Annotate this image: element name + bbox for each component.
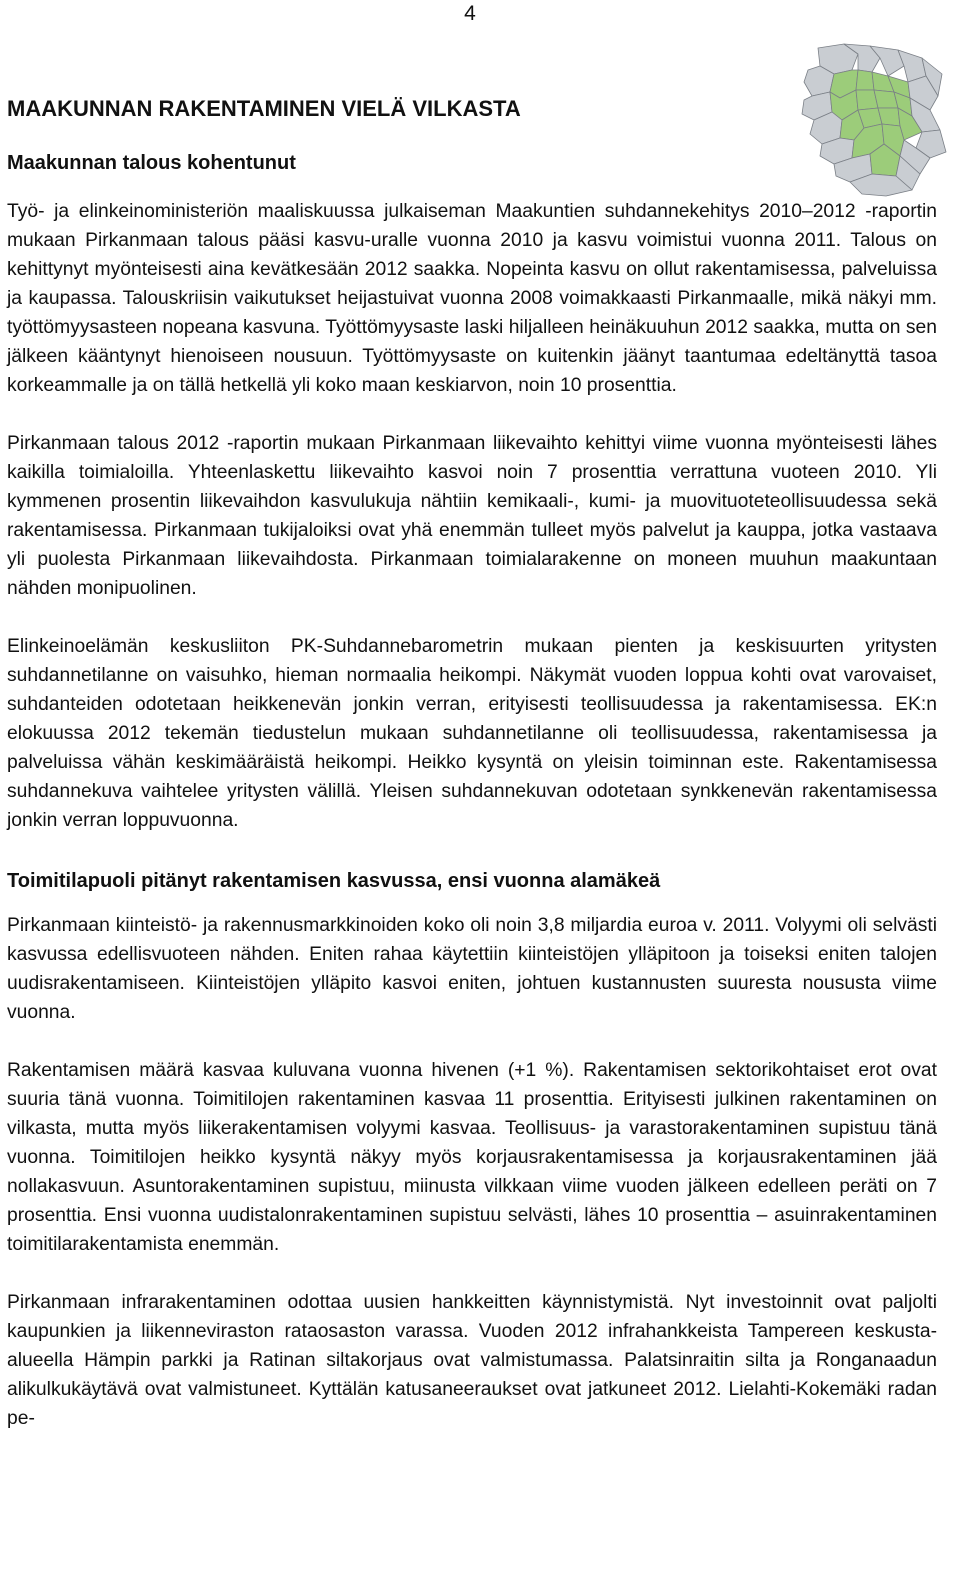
paragraph: Elinkeinoelämän keskusliiton PK-Suhdannebarometrin mukaan pienten ja keskisuurten yritysten suhdannetilanne on vaisuhko, hieman normaalia heikompi. Näkymät vuoden loppua kohti ovat varovaiset, suhdanteiden odotetaan heikkenevän jonkin verran, erityisesti teollisuudessa ja rakentamisessa. EK:n elokuussa 2012 tekemän tiedustelun mukaan suhdannetilanne oli teollisuudessa, rakentamisessa ja palveluissa vähän keskimääräistä heikompi. Heikko kysyntä on yleisin toiminnan este. Rakentamisessa suhdannekuva vaihtelee yritysten välillä. Yleisen suhdannekuvan odotetaan synkkenevän rakentamisessa jonkin verran loppuvuonna. [7,636,937,831]
paragraph: Pirkanmaan kiinteistö- ja rakennusmarkkinoiden koko oli noin 3,8 miljardia euroa v. 2011. Volyymi oli selvästi kasvussa edellisvuoteen nähden. Eniten rahaa käytettiin kiinteistöjen ylläpitoon ja toiseksi eniten talojen uudisrakentamiseen. Kiinteistöjen ylläpito kasvoi eniten, johtuen kustannusten suuresta noususta viime vuonna. [7,915,937,1023]
paragraph: Rakentamisen määrä kasvaa kuluvana vuonna hivenen (+1 %). Rakentamisen sektorikohtaiset erot ovat suuria tänä vuonna. Toimitilojen rakentaminen kasvaa 11 prosenttia. Erityisesti julkinen rakentaminen on vilkasta, mutta myös liikerakentamisen volyymi kasvaa. Teollisuus- ja varastorakentaminen supistuu tänä vuonna. Toimitilojen heikko kysyntä näkyy myös korjausrakentamisessa ja korjausrakentaminen jää nollakasvuun. Asuntorakentaminen supistuu, miinusta vilkkaan viime vuoden jälkeen edelleen peräti on 7 prosenttia. Ensi vuonna uudistalonrakentaminen supistuu selvästi, lähes 10 prosenttia – asuinrakentaminen toimitilarakentamista enemmän. [7,1060,937,1255]
paragraph: Pirkanmaan infrarakentaminen odottaa uusien hankkeitten käynnistymistä. Nyt investoinnit ovat paljolti kaupunkien ja liikenneviraston rataosaston varassa. Vuoden 2012 infrahankkeista Tampereen keskusta-alueella Hämpin parkki ja Ratinan siltakorjaus ovat valmistumassa. Palatsinraitin silta ja Ronganaadun alikulkukäytävä ovat valmistuneet. Kyttälän katusaneeraukset ovat jatkuneet 2012. Lielahti-Kokemäki radan pe- [7,1292,937,1429]
paragraph: Työ- ja elinkeinoministeriön maaliskuussa julkaiseman Maakuntien suhdannekehitys 2010–2012 -raportin mukaan Pirkanmaan talous pääsi kasvu-uralle vuonna 2010 ja kasvu voimistui vuonna 2011. Talous on kehittynyt myönteisesti aina kevätkesään 2012 saakka. Nopeinta kasvu on ollut rakentamisessa, palveluissa ja kaupassa. Talouskriisin vaikutukset heijastuivat vuonna 2008 voimakkaasti Pirkanmaalle, mikä näkyi mm. työttömyysasteen nopeana kasvuna. Työttömyysaste laski hiljalleen heinäkuuhun 2012 saakka, mutta on sen jälkeen kääntynyt hienoiseen nousuun. Työttömyysaste on kuitenkin jäänyt taantumaa edeltänyttä tasoa korkeammalle ja on tällä hetkellä yli koko maan keskiarvon, noin 10 prosenttia. [7,201,937,396]
map-municipality [856,70,874,90]
section-heading-construction: Toimitilapuoli pitänyt rakentamisen kasvussa, ensi vuonna alamäkeä [7,870,661,892]
section-heading-economy: Maakunnan talous kohentunut [7,152,296,174]
page-title: MAAKUNNAN RAKENTAMINEN VIELÄ VILKASTA [7,96,521,121]
article [7,95,937,1433]
page-number: 4 [464,2,476,25]
paragraph: Pirkanmaan talous 2012 -raportin mukaan Pirkanmaan liikevaihto kehittyi viime vuonna myönteisesti lähes kaikilla toimialoilla. Yhteenlaskettu liikevaihto kasvoi noin 7 prosenttia verrattuna vuoteen 2010. Yli kymmenen prosentin liikevaihdon kasvulukuja nähtiin kemikaali-, kumi- ja muovituoteteollisuudessa sekä rakentamisessa. Pirkanmaan tukijaloiksi ovat yhä enemmän tulleet myös palvelut ja kauppa, jotka vastaava yli puolesta Pirkanmaan liikevaihdosta. Pirkanmaan toimialarakenne on moneen muuhun maakuntaan nähden monipuolinen. [7,433,937,599]
